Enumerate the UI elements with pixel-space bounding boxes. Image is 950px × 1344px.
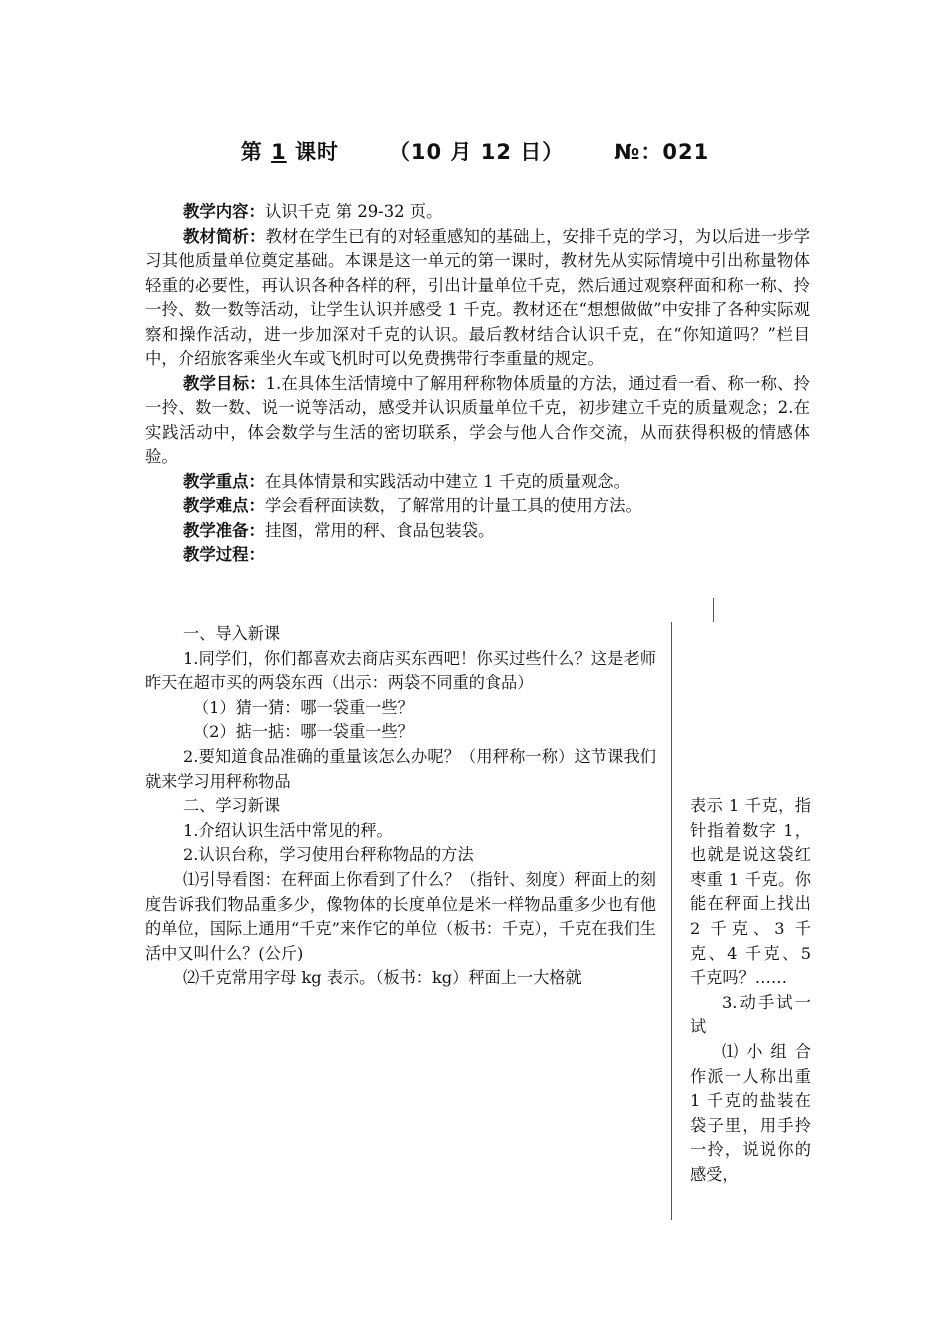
lesson-date: 课时 （10 月 12 日） — [286, 140, 615, 164]
teaching-goals — [145, 372, 810, 470]
lesson-overview — [145, 200, 810, 568]
section-heading-new-lesson: 二、学习新课 — [183, 796, 281, 816]
side-paragraph: 3.动手试一试 — [690, 992, 811, 1037]
process-paragraph: 2.认识台称，学习使用台秤称物品的方法 — [183, 845, 474, 865]
process-side-column — [690, 794, 811, 1188]
teaching-focus-text: 在具体情景和实践活动中建立 1 千克的质量观念。 — [264, 471, 631, 491]
side-paragraph: ⑴ 小 组 合作派一人称出重 1 千克的盐装在袋子里，用手拎一拎，说说你的感受， — [690, 1041, 811, 1184]
document-number: №：021 — [614, 140, 710, 164]
material-analysis — [145, 225, 810, 372]
process-paragraph: ⑴引导看图：在秤面上你看到了什么？（指针、刻度）秤面上的刻度告诉我们物品重多少，像物体的长度单位是米一样物品重多少也有他的单位，国际上通用“千克”来作它的单位（板书：千克），千克在我们生活中又叫什么？(公斤) — [145, 869, 656, 963]
teaching-preparation-label: 教学准备： — [183, 520, 265, 540]
process-paragraph: 2.要知道食品准确的重量该怎么办呢？（用秤称一称）这节课我们就来学习用秤称物品 — [145, 746, 656, 791]
process-paragraph: 1.同学们，你们都喜欢去商店买东西吧！你买过些什么？这是老师昨天在超市买的两袋东西（出示：两袋不同重的食品） — [145, 648, 656, 693]
process-paragraph: （2）掂一掂：哪一袋重一些？ — [193, 722, 414, 742]
teaching-process-label: 教学过程： — [183, 545, 265, 564]
lesson-header — [0, 136, 950, 166]
teaching-process — [145, 543, 810, 568]
process-paragraph: （1）猜一猜：哪一袋重一些？ — [193, 697, 414, 717]
process-main-column — [145, 622, 656, 991]
teaching-difficulty — [145, 494, 810, 519]
lesson-number: 1 — [271, 140, 287, 164]
teaching-goals-label: 教学目标： — [183, 373, 266, 393]
material-analysis-text: 教材在学生已有的对轻重感知的基础上，安排千克的学习，为以后进一步学习其他质量单位奠定基础。本课是这一单元的第一课时，教材先从实际情境中引出称量物体轻重的必要性，再认识各种各样的秤，引出计量单位千克，然后通过观察秤面和称一称、拎一拎、数一数等活动，让学生认识并感受 1 千克。教材还在“想想做做”中安排了各种实际观察和操作活动，进一步加深对千克的认识。最后教材结合认识千克，在“你知道吗？”栏目中，介绍旅客乘坐火车或飞机时可以免费携带行李重量的规定。 — [145, 226, 810, 368]
section-heading-intro: 一、导入新课 — [183, 624, 281, 643]
column-divider — [671, 622, 672, 1220]
side-paragraph: 表示 1 千克，指针指着数字 1，也就是说这袋红枣重 1 千克。你能在秤面上找出 2 千克、3 千克、4 千克、5 千克吗？…… — [690, 796, 811, 988]
teaching-difficulty-label: 教学难点： — [183, 496, 265, 515]
material-analysis-label: 教材简析： — [183, 226, 266, 246]
teaching-preparation — [145, 519, 810, 544]
column-divider-tick — [713, 598, 714, 622]
teaching-content-label: 教学内容： — [183, 202, 265, 221]
teaching-focus — [145, 470, 810, 495]
process-paragraph: 1.介绍认识生活中常见的秤。 — [183, 820, 393, 840]
teaching-preparation-text: 挂图，常用的秤、食品包装袋。 — [264, 520, 495, 540]
lesson-prefix: 第 — [240, 140, 272, 164]
teaching-goals-text: 1.在具体生活情境中了解用秤称物体质量的方法，通过看一看、称一称、拎一拎、数一数、说一说等活动，感受并认识质量单位千克，初步建立千克的质量观念；2.在实践活动中，体会数学与生活的密切联系，学会与他人合作交流，从而获得积极的情感体验。 — [145, 373, 811, 466]
teaching-content — [145, 200, 810, 225]
teaching-difficulty-text: 学会看秤面读数，了解常用的计量工具的使用方法。 — [264, 496, 642, 515]
teaching-content-text: 认识千克 第 29-32 页。 — [264, 202, 443, 221]
process-paragraph: ⑵千克常用字母 kg 表示。（板书：kg）秤面上一大格就 — [183, 968, 582, 988]
teaching-focus-label: 教学重点： — [183, 471, 265, 491]
